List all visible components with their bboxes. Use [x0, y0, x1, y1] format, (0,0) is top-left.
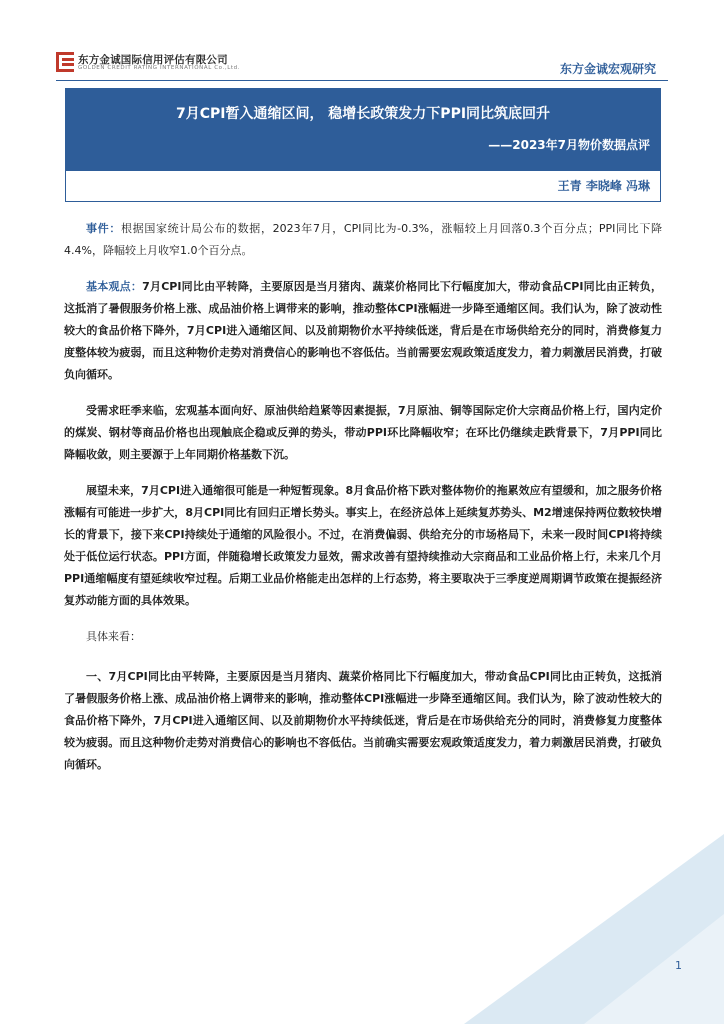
company-logo-icon [56, 52, 74, 72]
event-label: 事件： [86, 222, 121, 235]
ppi-paragraph: 受需求旺季来临，宏观基本面向好、原油供给趋紧等因素提振，7月原油、铜等国际定价大宗商品价格上行，国内定价的煤炭、钢材等商品价格也出现触底企稳或反弹的势头，带动PPI环比降幅收窄；在环比仍继续走跌背景下，7月PPI同比降幅收敛，则主要源于上年同期价格基数下沉。 [64, 404, 662, 461]
report-subtitle: ——2023年7月物价数据点评 [488, 138, 650, 152]
event-text: 根据国家统计局公布的数据，2023年7月，CPI同比为-0.3%，涨幅较上月回落0.3个百分点；PPI同比下降4.4%，降幅较上月收窄1.0个百分点。 [64, 222, 663, 257]
outlook-paragraph: 展望未来，7月CPI进入通缩很可能是一种短暂现象。8月食品价格下跌对整体物价的拖累效应有望缓和，加之服务价格涨幅有可能进一步扩大，8月CPI同比有回归正增长势头。事实上，在经济总体上延续复苏势头、M2增速保持两位数较快增长的背景下，接下来CPI持续处于通缩的风险很小。不过，在消费偏弱、供给充分的市场格局下，未来一段时间CPI将持续处于低位运行状态。PPI方面，伴随稳增长政策发力显效，需求改善有望持续推动大宗商品和工业品价格上行，未来几个月PPI通缩幅度有望延续收窄过程。后期工业品价格能走出怎样的上行态势，将主要取决于三季度逆周期调节政策在提振经济复苏动能方面的具体效果。 [64, 484, 662, 607]
event-paragraph [64, 218, 662, 262]
company-name-cn: 东方金诚国际信用评估有限公司 [78, 54, 228, 66]
research-brand: 东方金诚宏观研究 [559, 62, 656, 76]
title-band [66, 89, 660, 171]
company-name-en: GOLDEN CREDIT RATING INTERNATIONAL Co.,Ltd. [78, 65, 241, 71]
page-number: 1 [675, 959, 682, 972]
report-authors: 王青 李晓峰 冯琳 [557, 179, 650, 193]
basic-view-text: 7月CPI同比由平转降，主要原因是当月猪肉、蔬菜价格同比下行幅度加大，带动食品CPI同比由正转负，这抵消了暑假服务价格上涨、成品油价格上调带来的影响，推动整体CPI涨幅进一步降至通缩区间。我们认为，除了波动性较大的食品价格下降外，7月CPI进入通缩区间、以及前期物价水平持续低迷，背后是在市场供给充分的同时，消费修复力度整体较为疲弱，而且这种物价走势对消费信心的影响也不容低估。当前需要宏观政策适度发力，着力刺激居民消费，打破负向循环。 [64, 280, 663, 381]
report-title: 7月CPI暂入通缩区间， 稳增长政策发力下PPI同比筑底回升 [175, 106, 551, 122]
details-label: 具体来看： [86, 630, 141, 643]
report-body [64, 218, 662, 790]
basic-view-label: 基本观点： [86, 280, 143, 293]
section-1-paragraph: 一、7月CPI同比由平转降，主要原因是当月猪肉、蔬菜价格同比下行幅度加大，带动食品CPI同比由正转负，这抵消了暑假服务价格上涨、成品油价格上调带来的影响，推动整体CPI涨幅进一步降至通缩区间。我们认为，除了波动性较大的食品价格下降外，7月CPI进入通缩区间、以及前期物价水平持续低迷，背后是在市场供给充分的同时，消费修复力度整体较为疲弱。而且这种物价走势对消费信心的影响也不容低估。当前确实需要宏观政策适度发力，着力刺激居民消费，打破负向循环。 [64, 670, 662, 771]
basic-view-paragraph [64, 276, 662, 386]
company-logo [56, 50, 256, 76]
corner-decoration [404, 804, 724, 1024]
report-title-box [65, 88, 661, 202]
header-divider [56, 80, 668, 81]
